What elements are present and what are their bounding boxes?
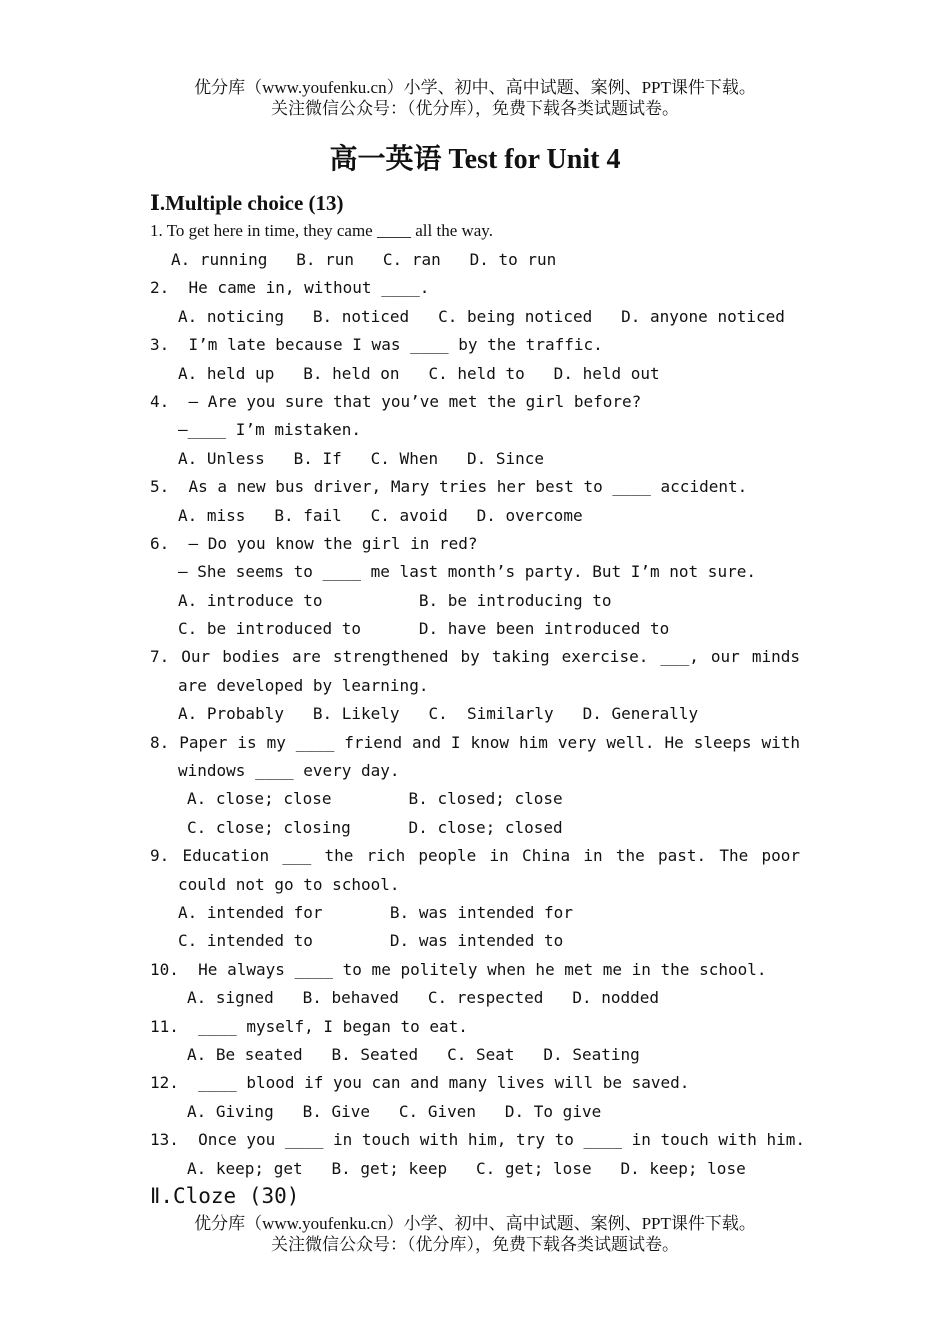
question-11-options: A. Be seated B. Seated C. Seat D. Seating: [187, 1045, 640, 1064]
question-4: 4. — Are you sure that you’ve met the girl before?: [150, 392, 642, 411]
question-7-options: A. Probably B. Likely C. Similarly D. Generally: [178, 704, 699, 723]
question-6: 6. — Do you know the girl in red?: [150, 534, 478, 553]
question-13: 13. Once you ____ in touch with him, try to ____ in touch with him.: [150, 1130, 806, 1149]
question-8-continued: windows ____ every day.: [178, 761, 400, 780]
question-3: 3. I’m late because I was ____ by the traffic.: [150, 335, 603, 354]
page-header: [0, 77, 950, 119]
question-1: 1. To get here in time, they came ____ all the way.: [150, 221, 493, 240]
question-10-options: A. signed B. behaved C. respected D. nodded: [187, 988, 660, 1007]
question-8-options-row-1: A. close; close B. closed; close: [187, 789, 563, 808]
footer-line-2: 关注微信公众号：（优分库），免费下载各类试题试卷。: [271, 1235, 679, 1254]
question-5-options: A. miss B. fail C. avoid D. overcome: [178, 506, 583, 525]
question-9-continued: could not go to school.: [178, 875, 400, 894]
header-line-1: 优分库（www.youfenku.cn）小学、初中、高中试题、案例、PPT课件下载。: [194, 78, 756, 97]
page-footer: [0, 1213, 950, 1255]
question-5: 5. As a new bus driver, Mary tries her best to ____ accident.: [150, 477, 748, 496]
question-4-reply: —____ I’m mistaken.: [178, 420, 362, 439]
question-11: 11. ____ myself, I began to eat.: [150, 1017, 468, 1036]
question-6-options-row-2: C. be introduced to D. have been introduced to: [178, 619, 670, 638]
question-6-reply: — She seems to ____ me last month’s party. But I’m not sure.: [178, 562, 756, 581]
question-4-options: A. Unless B. If C. When D. Since: [178, 449, 545, 468]
question-8-options-row-2: C. close; closing D. close; closed: [187, 818, 563, 837]
question-8: 8. Paper is my ____ friend and I know him very well. He sleeps with: [150, 733, 800, 752]
page-title: 高一英语 Test for Unit 4: [329, 144, 621, 175]
footer-line-1: 优分库（www.youfenku.cn）小学、初中、高中试题、案例、PPT课件下载。: [194, 1214, 756, 1233]
header-line-2: 关注微信公众号：（优分库），免费下载各类试题试卷。: [271, 99, 679, 118]
section-heading-cloze: Ⅱ.Cloze (30): [150, 1184, 300, 1208]
question-1-options: A. running B. run C. ran D. to run: [171, 250, 557, 269]
question-12-options: A. Giving B. Give C. Given D. To give: [187, 1102, 602, 1121]
question-10: 10. He always ____ to me politely when he met me in the school.: [150, 960, 767, 979]
question-13-options: A. keep; get B. get; keep C. get; lose D. keep; lose: [187, 1159, 746, 1178]
question-3-options: A. held up B. held on C. held to D. held out: [178, 364, 660, 383]
question-2-options: A. noticing B. noticed C. being noticed D. anyone noticed: [178, 307, 785, 326]
question-9-options-row-1: A. intended for B. was intended for: [178, 903, 573, 922]
question-7: 7. Our bodies are strengthened by taking exercise. ___, our minds: [150, 647, 800, 666]
question-2: 2. He came in, without ____.: [150, 278, 430, 297]
question-12: 12. ____ blood if you can and many lives will be saved.: [150, 1073, 690, 1092]
section-heading-multiple-choice: Ⅰ.Multiple choice (13): [150, 191, 344, 215]
question-7-continued: are developed by learning.: [178, 676, 429, 695]
question-9-options-row-2: C. intended to D. was intended to: [178, 931, 564, 950]
question-6-options-row-1: A. introduce to B. be introducing to: [178, 591, 612, 610]
question-9: 9. Education ___ the rich people in China in the past. The poor: [150, 846, 800, 865]
